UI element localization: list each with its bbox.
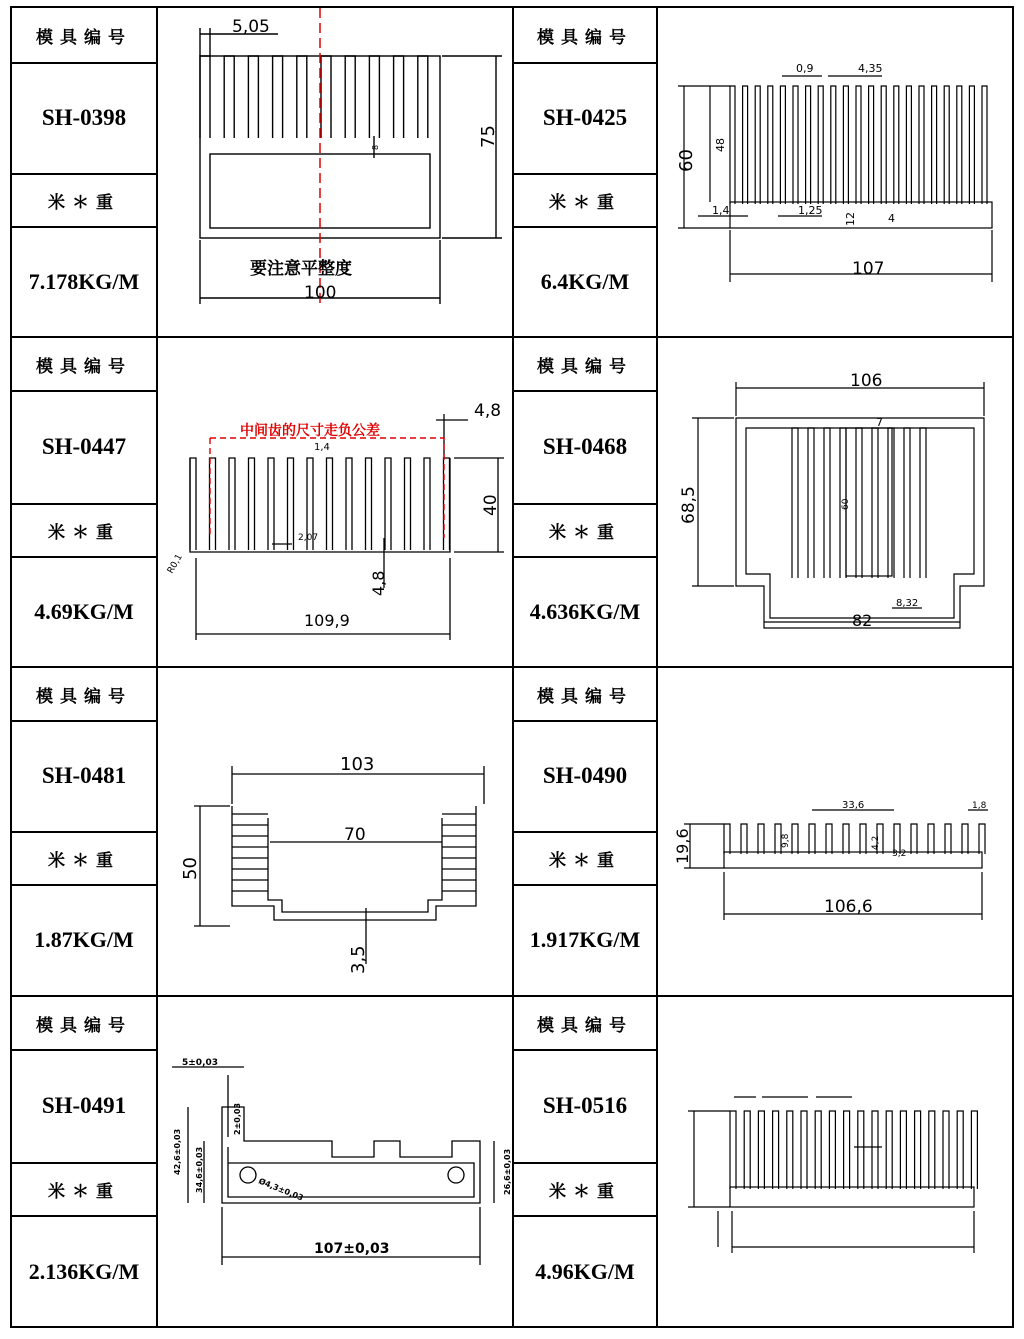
mold-number-label: 模具编号 bbox=[36, 27, 132, 48]
heatsink-fin bbox=[911, 824, 917, 854]
heatsink-fin bbox=[944, 86, 949, 204]
heatsink-fin bbox=[394, 56, 404, 138]
heatsink-fin bbox=[273, 56, 283, 138]
heatsink-fin bbox=[418, 56, 428, 138]
dim-label: 100 bbox=[304, 283, 337, 303]
dim-label: 48 bbox=[714, 138, 727, 152]
heatsink-fin bbox=[200, 56, 210, 138]
heatsink-fin bbox=[366, 458, 372, 550]
weight-label: 米＊重 bbox=[549, 522, 621, 543]
dim-label: 82 bbox=[852, 611, 873, 630]
dim-label: 103 bbox=[340, 754, 375, 775]
heatsink-fin bbox=[969, 86, 974, 204]
drawing-sh-0490 bbox=[658, 668, 1014, 995]
dim-label: 70 bbox=[344, 825, 366, 845]
weight-value: 1.917KG/M bbox=[529, 927, 641, 952]
heatsink-fin bbox=[249, 458, 255, 550]
weight-label: 米＊重 bbox=[48, 192, 120, 213]
heatsink-fin bbox=[405, 458, 411, 550]
weight-value: 7.178KG/M bbox=[28, 268, 140, 294]
heatsink-fin bbox=[792, 428, 798, 578]
mold-code: SH-0490 bbox=[542, 763, 628, 788]
heatsink-fin bbox=[856, 86, 861, 204]
heatsink-fin bbox=[872, 428, 878, 578]
heatsink-fin bbox=[743, 86, 748, 204]
heatsink-fin bbox=[858, 1111, 864, 1189]
heatsink-fin bbox=[780, 86, 785, 204]
dim-label: 3,2 bbox=[892, 849, 907, 859]
heatsink-fin bbox=[755, 86, 760, 204]
weight-label: 米＊重 bbox=[48, 522, 120, 543]
heatsink-fin bbox=[288, 458, 294, 550]
mold-code: SH-0425 bbox=[542, 105, 628, 130]
mold-number-label: 模具编号 bbox=[537, 686, 633, 707]
dim-label: 60 bbox=[676, 149, 697, 172]
weight-label: 米＊重 bbox=[48, 1181, 120, 1202]
heatsink-fin bbox=[928, 824, 934, 854]
drawing-sh-0468 bbox=[658, 338, 1014, 666]
heatsink-fin bbox=[957, 86, 962, 204]
heatsink-fin bbox=[919, 86, 924, 204]
heatsink-fin bbox=[971, 1111, 977, 1189]
drawing-sh-0398 bbox=[158, 8, 512, 336]
heatsink-fin bbox=[881, 86, 886, 204]
dim-label: 1,25 bbox=[798, 204, 823, 217]
spec-sheet bbox=[10, 6, 1014, 1328]
heatsink-fin bbox=[945, 824, 951, 854]
heatsink-fin bbox=[730, 86, 735, 204]
heatsink-fin bbox=[808, 428, 814, 578]
weight-value: 4.96KG/M bbox=[535, 1259, 635, 1284]
dim-label: 4 bbox=[888, 212, 895, 225]
heatsink-fin bbox=[906, 86, 911, 204]
heatsink-fin bbox=[843, 824, 849, 854]
heatsink-fin bbox=[744, 1111, 750, 1189]
drawing-note: 中间齿的尺寸走负公差 bbox=[240, 423, 380, 439]
heatsink-fin bbox=[844, 1111, 850, 1189]
dim-label: 1,8 bbox=[972, 801, 987, 811]
dim-label: 26,6±0,03 bbox=[503, 1148, 512, 1195]
mold-number-label: 模具编号 bbox=[36, 356, 132, 377]
mold-number-label: 模具编号 bbox=[36, 1015, 132, 1036]
heatsink-fin bbox=[758, 824, 764, 854]
heatsink-fin bbox=[894, 86, 899, 204]
weight-label: 米＊重 bbox=[48, 850, 120, 871]
heatsink-fin bbox=[369, 56, 379, 138]
mold-code: SH-0481 bbox=[41, 763, 127, 788]
heatsink-fin bbox=[773, 1111, 779, 1189]
heatsink-fin bbox=[768, 86, 773, 204]
weight-value: 2.136KG/M bbox=[28, 1259, 140, 1284]
heatsink-fin bbox=[224, 56, 234, 138]
mold-number-label: 模具编号 bbox=[537, 27, 633, 48]
mold-number-label: 模具编号 bbox=[537, 1015, 633, 1036]
heatsink-fin bbox=[806, 86, 811, 204]
heatsink-fin bbox=[860, 824, 866, 854]
weight-value: 4.69KG/M bbox=[34, 598, 134, 624]
dim-label: 4,35 bbox=[858, 62, 883, 75]
dim-label: 9,8 bbox=[781, 833, 791, 848]
heatsink-fin bbox=[321, 56, 331, 138]
weight-value: 4.636KG/M bbox=[529, 598, 641, 624]
mold-code: SH-0468 bbox=[542, 434, 628, 459]
heatsink-fin bbox=[424, 458, 430, 550]
mold-code: SH-0491 bbox=[41, 1093, 127, 1118]
drawing-sh-0481 bbox=[158, 668, 512, 995]
dim-label: 33,6 bbox=[842, 800, 865, 811]
dim-label: Ø4,3±0,03 bbox=[257, 1176, 305, 1203]
mold-code: SH-0516 bbox=[542, 1093, 628, 1118]
drawing-sh-0516 bbox=[658, 997, 1014, 1328]
weight-label: 米＊重 bbox=[549, 850, 621, 871]
dim-label: 1,4 bbox=[314, 442, 330, 453]
heatsink-fin bbox=[929, 1111, 935, 1189]
heatsink-fin bbox=[815, 1111, 821, 1189]
dim-label: 5,05 bbox=[232, 17, 270, 37]
dim-label: R0,1 bbox=[165, 552, 185, 576]
heatsink-fin bbox=[268, 458, 274, 550]
heatsink-fin bbox=[979, 824, 985, 854]
heatsink-fin bbox=[229, 458, 235, 550]
heatsink-fin bbox=[385, 458, 391, 550]
heatsink-fin bbox=[793, 86, 798, 204]
dim-label: 109,9 bbox=[304, 611, 350, 630]
weight-value: 1.87KG/M bbox=[34, 927, 134, 952]
dim-label: 19,6 bbox=[673, 828, 692, 864]
dim-label: 8 bbox=[371, 144, 380, 150]
heatsink-fin bbox=[915, 1111, 921, 1189]
dim-label: 7 bbox=[876, 416, 883, 429]
dim-label: 107±0,03 bbox=[314, 1241, 390, 1257]
mold-number-label: 模具编号 bbox=[537, 356, 633, 377]
heatsink-fin bbox=[190, 458, 196, 550]
mold-code: SH-0447 bbox=[41, 434, 127, 459]
drawing-sh-0491 bbox=[158, 997, 512, 1328]
dim-label: 0,9 bbox=[796, 62, 814, 75]
dim-label: 4,8 bbox=[369, 570, 388, 596]
dim-label: 1,4 bbox=[712, 204, 730, 217]
dim-label: 106 bbox=[850, 371, 883, 391]
dim-label: 60 bbox=[841, 498, 851, 510]
heatsink-fin bbox=[869, 86, 874, 204]
heatsink-fin bbox=[346, 458, 352, 550]
dim-label: 75 bbox=[478, 125, 499, 148]
dim-label: 40 bbox=[481, 494, 501, 516]
heatsink-fin bbox=[900, 1111, 906, 1189]
heatsink-fin bbox=[248, 56, 258, 138]
dim-label: 42,6±0,03 bbox=[173, 1128, 182, 1175]
weight-label: 米＊重 bbox=[549, 1181, 621, 1202]
heatsink-fin bbox=[831, 86, 836, 204]
heatsink-fin bbox=[943, 1111, 949, 1189]
heatsink-fin bbox=[886, 1111, 892, 1189]
dim-label: 107 bbox=[852, 259, 885, 279]
heatsink-fin bbox=[327, 458, 333, 550]
heatsink-fin bbox=[957, 1111, 963, 1189]
mold-number-label: 模具编号 bbox=[36, 686, 132, 707]
heatsink-fin bbox=[792, 824, 798, 854]
heatsink-fin bbox=[982, 86, 987, 204]
heatsink-fin bbox=[920, 428, 926, 578]
heatsink-fin bbox=[730, 1111, 736, 1189]
dim-label: 50 bbox=[180, 857, 201, 880]
heatsink-fin bbox=[809, 824, 815, 854]
heatsink-fin bbox=[872, 1111, 878, 1189]
heatsink-fin bbox=[904, 428, 910, 578]
weight-value: 6.4KG/M bbox=[540, 268, 630, 294]
heatsink-fin bbox=[824, 428, 830, 578]
heatsink-fin bbox=[787, 1111, 793, 1189]
dim-label: 68,5 bbox=[679, 486, 699, 524]
dim-label: 4,2 bbox=[871, 835, 881, 850]
dim-label: 106,6 bbox=[824, 897, 873, 917]
heatsink-fin bbox=[826, 824, 832, 854]
dim-label: 2±0,03 bbox=[233, 1102, 242, 1135]
dim-label: 4,8 bbox=[474, 401, 502, 421]
heatsink-fin bbox=[962, 824, 968, 854]
dim-label: 34,6±0,03 bbox=[195, 1146, 204, 1193]
mold-code: SH-0398 bbox=[41, 105, 127, 130]
heatsink-fin bbox=[843, 86, 848, 204]
dim-label: 2,07 bbox=[298, 533, 319, 543]
drawing-note: 要注意平整度 bbox=[250, 259, 352, 279]
weight-label: 米＊重 bbox=[549, 192, 621, 213]
heatsink-fin bbox=[888, 428, 894, 578]
dim-label: 3,5 bbox=[348, 945, 369, 974]
dim-label: 8,32 bbox=[896, 598, 919, 609]
drawing-sh-0447 bbox=[158, 338, 512, 666]
drawing-sh-0425 bbox=[658, 8, 1014, 336]
heatsink-fin bbox=[856, 428, 862, 578]
heatsink-fin bbox=[829, 1111, 835, 1189]
heatsink-fin bbox=[724, 824, 730, 854]
heatsink-fin bbox=[297, 56, 307, 138]
heatsink-fin bbox=[345, 56, 355, 138]
heatsink-fin bbox=[758, 1111, 764, 1189]
dim-label: 5±0,03 bbox=[182, 1058, 219, 1068]
heatsink-fin bbox=[741, 824, 747, 854]
dim-label: 12 bbox=[844, 212, 857, 226]
heatsink-fin bbox=[801, 1111, 807, 1189]
heatsink-fin bbox=[932, 86, 937, 204]
heatsink-fin bbox=[818, 86, 823, 204]
